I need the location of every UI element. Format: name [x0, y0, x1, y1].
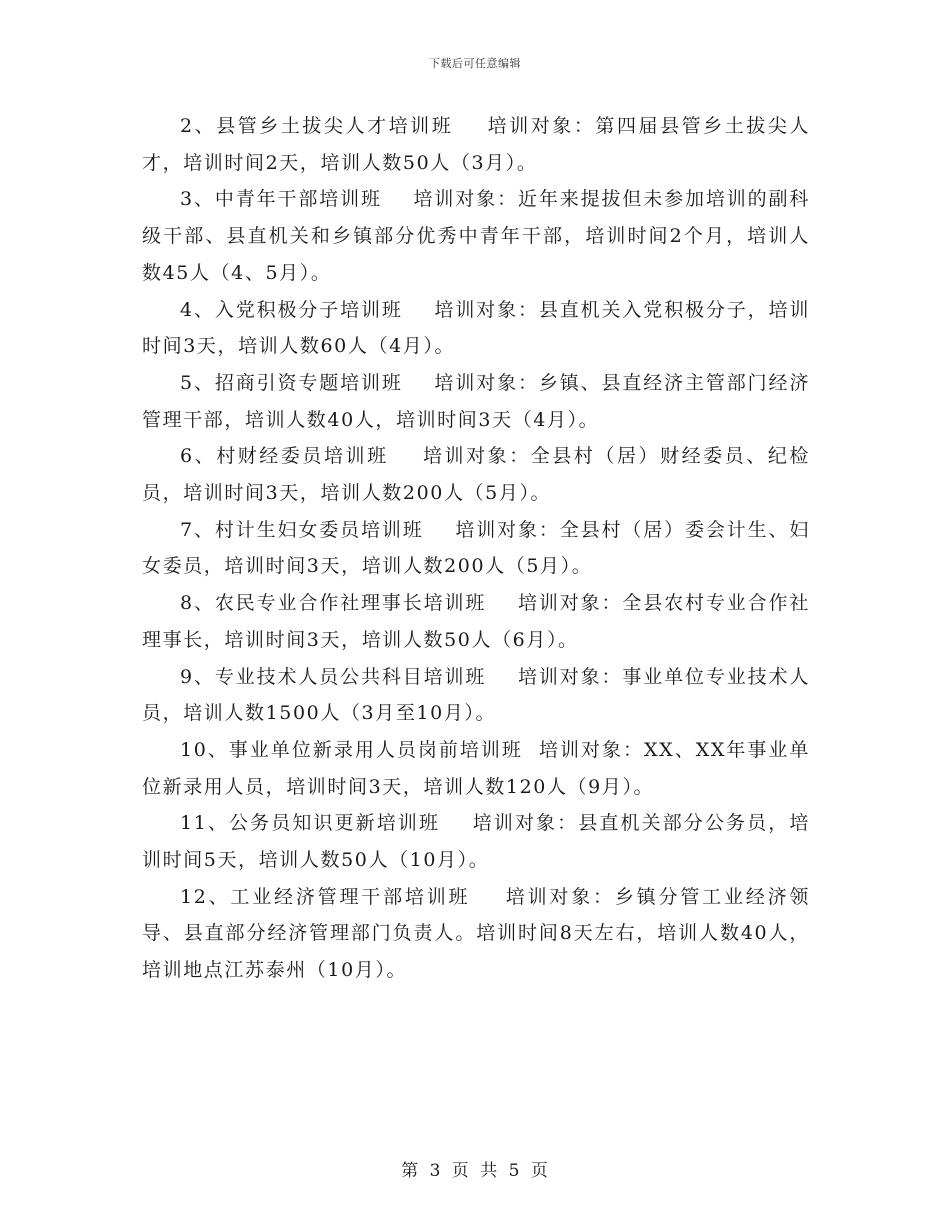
paragraph-item-8: 8、农民专业合作社理事长培训班 培训对象：全县农村专业合作社理事长，培训时间3天，培训人数50人（6月）。	[142, 592, 810, 651]
paragraph-item-6: 6、村财经委员培训班 培训对象：全县村（居）财经委员、纪检员，培训时间3天，培训人数200人（5月）。	[142, 445, 810, 505]
document-body	[142, 108, 810, 989]
page-number: 第 3 页 共 5 页	[401, 1161, 549, 1181]
page-header: 下载后可任意编辑	[429, 57, 521, 70]
paragraph-item-10: 10、事业单位新录用人员岗前培训班 培训对象：XX、XX年事业单位新录用人员，培训时间3天，培训人数120人（9月）。	[142, 738, 810, 798]
paragraph-item-2: 2、县管乡土拔尖人才培训班 培训对象：第四届县管乡土拔尖人才，培训时间2天，培训人数50人（3月）。	[142, 115, 810, 174]
paragraph-item-4: 4、入党积极分子培训班 培训对象：县直机关入党积极分子，培训时间3天，培训人数60人（4月）。	[142, 298, 810, 358]
paragraph-item-7: 7、村计生妇女委员培训班 培训对象：全县村（居）委会计生、妇女委员，培训时间3天，培训人数200人（5月）。	[142, 518, 810, 578]
paragraph-item-12: 12、工业经济管理干部培训班 培训对象：乡镇分管工业经济领导、县直部分经济管理部门负责人。培训时间8天左右，培训人数40人，培训地点江苏泰州（10月）。	[142, 885, 810, 982]
paragraph-item-9: 9、专业技术人员公共科目培训班 培训对象：事业单位专业技术人员，培训人数1500人（3月至10月）。	[142, 665, 810, 725]
paragraph-item-11: 11、公务员知识更新培训班 培训对象：县直机关部分公务员，培训时间5天，培训人数50人（10月）。	[142, 812, 810, 872]
paragraph-item-3: 3、中青年干部培训班 培训对象：近年来提拔但未参加培训的副科级干部、县直机关和乡镇部分优秀中青年干部，培训时间2个月，培训人数45人（4、5月）。	[142, 188, 810, 284]
paragraph-item-5: 5、招商引资专题培训班 培训对象：乡镇、县直经济主管部门经济管理干部，培训人数40人，培训时间3天（4月）。	[142, 371, 810, 431]
